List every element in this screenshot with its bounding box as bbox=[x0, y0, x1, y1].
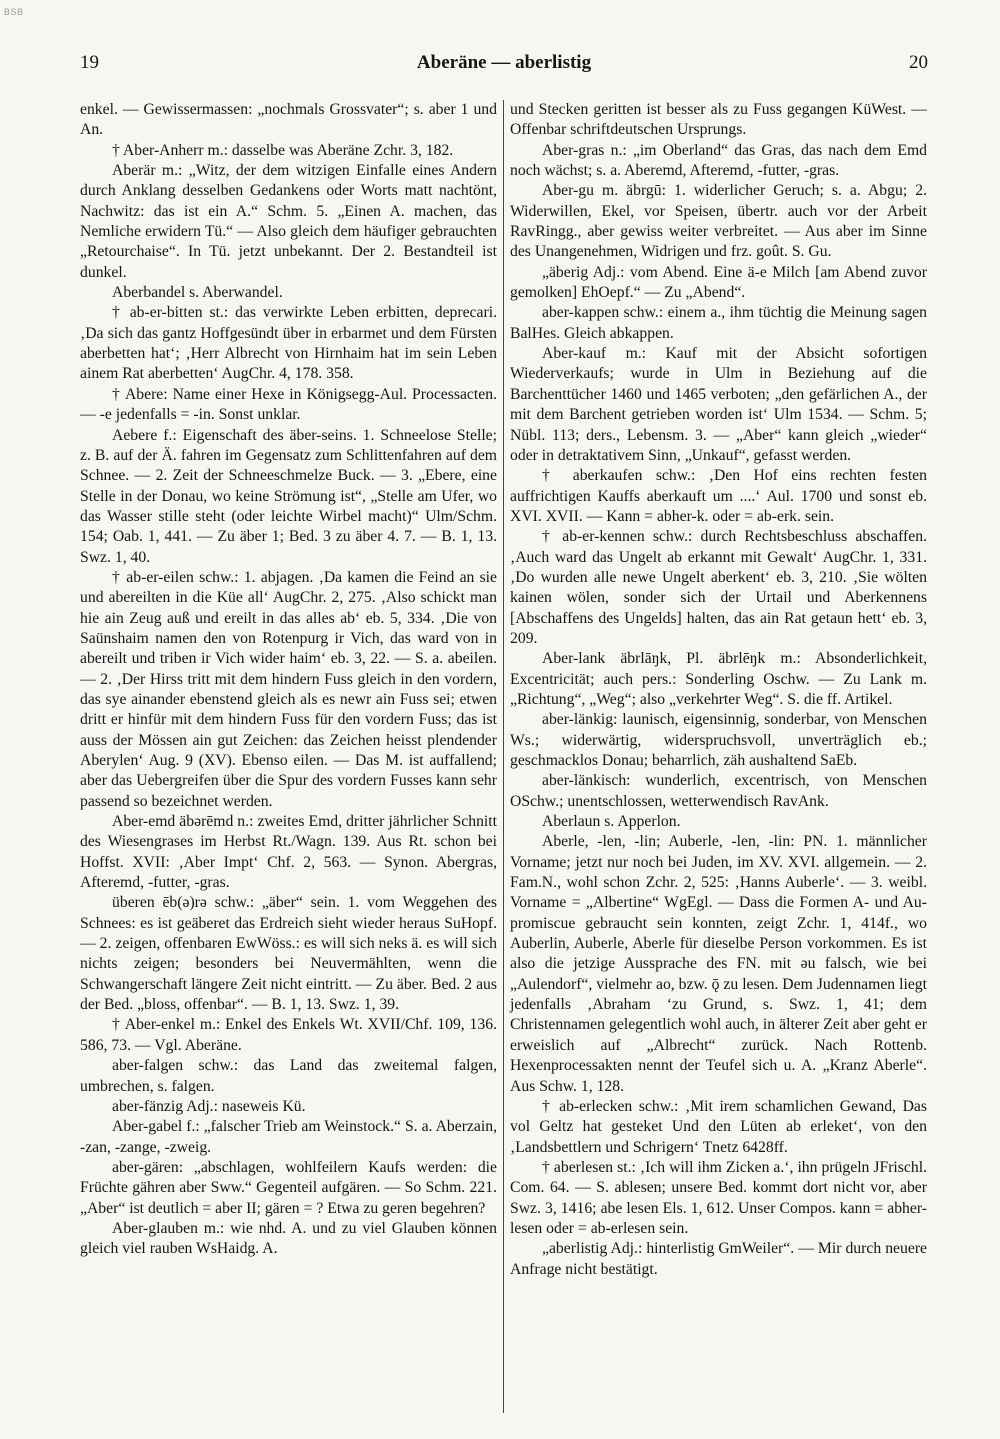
entry: Aebere f.: Eigenschaft des äber-seins. 1. Schneelose Stelle; z. B. auf der Ä. fahren im Gegensatz zum Schlittenfahren auf dem Schnee. — 2. Zeit der Schneeschmelze Buck. — 3. „Ebere, eine Stelle in der Donau, wo keine Strömung ist“, „Stelle am Ufer, wo das Wasser stille steht (oder leichte Wirbel macht)“ Ulm/Schm. 154; Oab. 1, 441. — Zu äber 1; Bed. 3 zu äber 4. 7. — B. 1, 13. Swz. 1, 40. bbox=[80, 426, 497, 566]
entry: † aberkaufen schw.: ‚Den Hof eins rechten festen auffrichtigen Kauffs aberkauft um ....‘ Aul. 1700 und sonst eb. XVI. XVII. — Kann = abher-k. oder = ab-erk. sein. bbox=[510, 467, 927, 525]
entry: Aberär m.: „Witz, der dem witzigen Einfalle eines Andern durch Anklang desselben Gedankens oder Worts matt nachtönt, Nachwitz: das ist ein A.“ Schm. 5. „Einen A. machen, das Nemliche erwidern Tü.“ — Also gleich dem häufiger gebrauchten „Retourchaise“. In Tü. jetzt unbekannt. Der 2. Bestandteil ist dunkel. bbox=[80, 162, 497, 281]
entry: † ab-er-eilen schw.: 1. abjagen. ‚Da kamen die Feind an sie und abereilten in die Küe all‘ AugChr. 2, 275. ‚Also schickt man hie ain Zeug auß und ereilt in das alles ab‘ eb. 5, 334. ‚Die von Saünshaim namen den von Rotenpurg ir Vich, das ward von in abereilt und triben ir Vich wider haim‘ eb. 3, 22. — S. a. abeilen. — 2. ‚Der Hirss tritt mit dem hindern Fuss gleich in den vordern, das sye ainander ebenstend gleich als es newr ain Fuss sei; etwen dritt er hinfür mit dem hindern Fuss für den vordern Fuss; das ist auss der Mössen ain gut Zeichen: das Zeichen heisst plendender Aberylen‘ Aug. 9 (XV). Ebenso eilen. — Das M. ist auffallend; aber das Uebergreifen über die Spur des vordern Fusses kann sehr passend so bezeichnet werden. bbox=[80, 568, 497, 810]
entry: überen ēb(ə)rə schw.: „äber“ sein. 1. vom Weggehen des Schnees: es ist geäberet das Erdreich sieht wieder heraus SuHopf. — 2. zeigen, offenbaren EwWöss.: es will sich neks ä. es will sich nichts zeigen; besonders bei Neuvermählten, wenn die Schwangerschaft längere Zeit nicht eintritt. — Zu äber. Bed. 2 aus der Bed. „bloss, offenbar“. — B. 1, 13. Swz. 1, 39. bbox=[80, 894, 497, 1014]
running-header bbox=[80, 52, 928, 80]
page-title: Aberäne — aberlistig bbox=[416, 52, 592, 73]
right-column bbox=[510, 100, 927, 1280]
entry: aber-länkig: launisch, eigensinnig, sonderbar, von Menschen Ws.; widerwärtig, widerspruchsvoll, unverträglich eb.; geschmacklos Donau; beharrlich, zäh aushaltend SaEb. bbox=[510, 711, 927, 769]
entry: „aberlistig Adj.: hinterlistig GmWeiler“. — Mir durch neuere Anfrage nicht bestätigt. bbox=[510, 1240, 927, 1278]
entry: Aberbandel s. Aberwandel. bbox=[112, 284, 283, 302]
left-column bbox=[80, 100, 497, 1260]
page-number-right: 20 bbox=[909, 52, 928, 73]
entry: aber-fänzig Adj.: naseweis Kü. bbox=[112, 1097, 306, 1115]
entry: Aber-glauben m.: wie nhd. A. und zu viel Glauben können gleich viel rauben WsHaidg. A. bbox=[80, 1219, 497, 1258]
entry: aber-falgen schw.: das Land das zweitemal falgen, umbrechen, s. falgen. bbox=[80, 1057, 497, 1095]
entry: † Aber-enkel m.: Enkel des Enkels Wt. XVII/Chf. 109, 136. 586, 73. — Vgl. Aberäne. bbox=[80, 1016, 497, 1054]
entry: † aberlesen st.: ‚Ich will ihm Zicken a.‘, ihn prügeln JFrischl. Com. 64. — S. ablesen; unsere Bed. kommt dort nicht vor, aber Swz. 3, 1416; abe lesen Els. 1, 612. Unser Compos. kann = abher-lesen oder = ab-erlesen sein. bbox=[510, 1158, 927, 1237]
entry: † ab-erlecken schw.: ‚Mit irem schamlichen Gewand, Das vol Geltz hat gesteket Und den Lüten ab erleket‘, von den ‚Landsbettlern und Schrigern‘ Tnetz 6428ff. bbox=[510, 1097, 927, 1156]
entry: Aberlaun s. Apperlon. bbox=[542, 813, 681, 831]
entry: enkel. — Gewissermassen: „nochmals Grossvater“; s. aber 1 und An. bbox=[80, 101, 497, 139]
entry: Aber-kauf m.: Kauf mit der Absicht sofortigen Wiederverkaufs; wurde in Ulm in Beziehung auf die Barchenttücher 1460 und 1465 verboten; „den gefärlichen A., der mit dem Barchent getrieben worden ist‘ Ulm 1534. — Schm. 5; Nübl. 113; ders., Lebensm. 3. — „Aber“ kann gleich „wieder“ oder in detraktativem Sinn, „Unkauf“, gefasst werden. bbox=[510, 345, 927, 464]
entry: „äberig Adj.: vom Abend. Eine ä-e Milch [am Abend zuvor gemolken] EhOepf.“ — Zu „Abend“. bbox=[510, 263, 927, 302]
entry: aber-länkisch: wunderlich, excentrisch, von Menschen OSchw.; unentschlossen, wetterwendisch RavAnk. bbox=[510, 772, 927, 810]
entry: und Stecken geritten ist besser als zu Fuss gegangen KüWest. — Offenbar schriftdeutschen Ursprungs. bbox=[510, 101, 927, 139]
library-watermark: BSB bbox=[4, 7, 24, 17]
entry: † Aber-Anherr m.: dasselbe was Aberäne Zchr. 3, 182. bbox=[112, 141, 454, 159]
entry: Aber-gras n.: „im Oberland“ das Gras, das nach dem Emd noch wächst; s. a. Aberemd, Afteremd, -futter, -gras. bbox=[510, 141, 927, 180]
entry: Aberle, -len, -lin; Auberle, -len, -lin: PN. 1. männlicher Vorname; jetzt nur noch bei Juden, im XV. XVI. allgemein. — 2. Fam.N., wohl schon Zchr. 2, 525: ‚Hanns Auberle‘. — 3. weibl. Vorname = „Albertine“ WgEgl. — Dass die Formen A- und Au- promiscue gebraucht sein konnten, zeigt Zchr. 1, 414f., wo Auberlin, Auberle, Aberle für dieselbe Person vorkommen. Es ist also die jetzige Aussprache des FN. mit əu falsch, wie bei „Aulendorf“, vielmehr ao, bzw. ǭ zu lesen. Dem Judennamen liegt jedenfalls ‚Abraham ‘zu Grund, s. Swz. 1, 41; dem Christennamen gelegentlich wohl auch, in älterer Zeit aber geht er erweislich auf „Albrecht“ zurück. Nach Rottenb. Hexenprocessakten nennt der Teufel sich u. A. „Kranz Aberle“. Aus Schw. 1, 128. bbox=[510, 833, 927, 1095]
entry: aber-kappen schw.: einem a., ihm tüchtig die Meinung sagen BalHes. Gleich abkappen. bbox=[510, 304, 927, 342]
entry: † ab-er-bitten st.: das verwirkte Leben erbitten, deprecari. ‚Da sich das gantz Hoffgesündt über in erbarmet und dem Fürsten aberbetten hat‘; ‚Herr Albrecht von Hirnhaim hat im sein Leben ainem Rat aberbetten‘ AugChr. 4, 178. 358. bbox=[80, 304, 497, 383]
entry: Aber-lank äbrlāŋk, Pl. äbrlēŋk m.: Absonderlichkeit, Excentricität; auch pers.: Sonderling Oschw. — Zu Lank m. „Richtung“, „Weg“; also „verkehrter Weg“. S. die ff. Artikel. bbox=[510, 650, 927, 708]
entry: † ab-er-kennen schw.: durch Rechtsbeschluss abschaffen. ‚Auch ward das Ungelt ab erkannt mit Gewalt‘ AugChr. 1, 331. ‚Do wurden alle newe Ungelt aberkent‘ eb. 3, 210. ‚Sie wölten kainen wölen, sonder sich der Urtail und Aberkennens [Abschaffens des Ungelds] halten, das ain Rat getaun hett‘ eb. 3, 209. bbox=[510, 528, 927, 647]
entry: aber-gären: „abschlagen, wohlfeilern Kaufs werden: die Früchte gähren aber Sww.“ Gegenteil aufgären. — So Schm. 221. „Aber“ ist deutlich = aber II; gären = ? Etwa zu geren begehren? bbox=[80, 1158, 497, 1217]
entry: Aber-gu m. äbrgū: 1. widerlicher Geruch; s. a. Abgu; 2. Widerwillen, Ekel, vor Speisen, übertr. auch vor der Arbeit RavRingg., aber gewiss weiter verbreitet. — Aus aber im Sinne des Unangenehmen, Widrigen und frz. goût. S. Gu. bbox=[510, 182, 927, 261]
entry: Aber-gabel f.: „falscher Trieb am Weinstock.“ S. a. Aberzain, -zan, -zange, -zweig. bbox=[80, 1118, 497, 1156]
entry: Aber-emd äbərēmd n.: zweites Emd, dritter jährlicher Schnitt des Wiesengrases im Herbst Rt./Wagn. 139. Aus Rt. schon bei Hoffst. XVII: ‚Aber Impt‘ Chf. 2, 563. — Synon. Abergras, Afteremd, -futter, -gras. bbox=[80, 813, 497, 892]
page-number-left: 19 bbox=[80, 52, 99, 73]
column-divider bbox=[503, 100, 504, 1413]
entry: † Abere: Name einer Hexe in Königsegg-Aul. Processacten. — -e jedenfalls = -in. Sonst unklar. bbox=[80, 385, 497, 424]
